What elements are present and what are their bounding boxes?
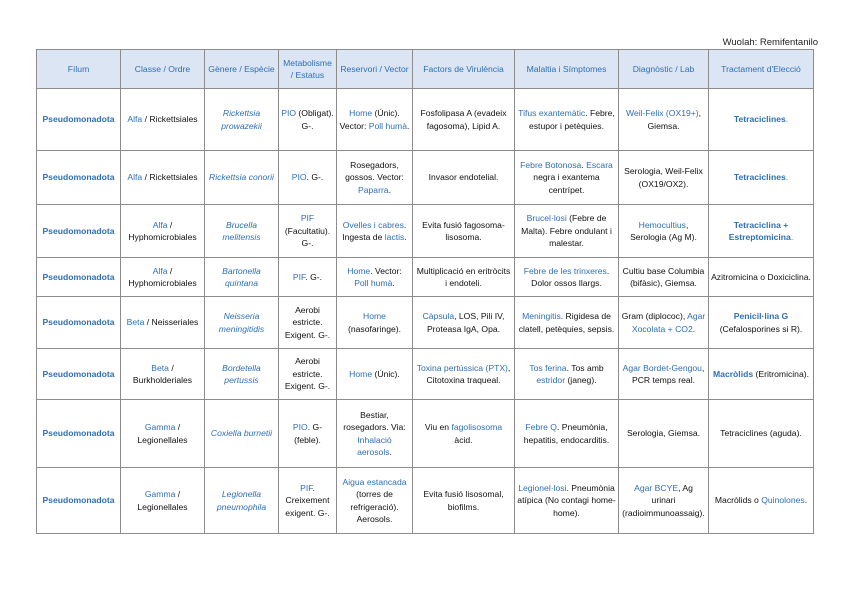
cell-genere: Coxiella burnetii [205,400,279,468]
disease-symptoms: (janeg). [565,375,597,385]
header-reservori: Reservori / Vector [337,50,413,89]
treatment-rest: . [790,232,794,242]
bacteria-table [36,49,814,534]
header-classe: Classe / Ordre [121,50,205,89]
table-row [37,205,814,258]
cell-reservori [337,297,413,349]
cell-filum: Pseudomonadota [37,258,121,297]
diag-key: Weil-Felix (OX19+) [625,108,699,119]
metab-key: PIF [300,482,313,493]
reserv-key: Home [363,311,386,322]
class-name: Gamma [144,422,176,433]
metab-key: PIF [300,213,315,224]
cell-filum: Pseudomonadota [37,468,121,534]
watermark: Wuolah: Remifentanilo [722,37,818,48]
reserv-text: (Únic). Vector: [339,108,400,131]
cell-factors: Multiplicació en eritròcits i endoteli. [413,258,515,297]
diag-text: Gram (diplococ), [621,311,688,322]
cell-classe [121,349,205,400]
cell-reservori [337,205,413,258]
factor-key: fagolisosoma [451,422,503,433]
header-filum: Fílum [37,50,121,89]
reserv-vector: lactis [384,232,405,242]
order-name: / Legionellales [137,422,188,445]
table-row [37,151,814,205]
factor-rest: , Citotoxina traqueal. [426,362,511,385]
cell-metabolisme [279,151,337,205]
cell-classe [121,297,205,349]
table-row [37,400,814,468]
metab-key: PIF [292,271,306,282]
class-name: Alfa [152,219,168,230]
disease-symptoms: . Pneumònia, hepatitis, endocarditis. [523,422,610,445]
treatment-rest: (Cefalosporines si R). [719,323,803,334]
metab-key: PIO [292,422,308,433]
reserv-text: (Únic). [372,368,400,379]
treatment-key: Tetraciclines [733,172,786,183]
cell-tractament: Tetraciclines (aguda). [709,400,814,468]
diag-rest: , Giemsa. [647,108,702,131]
class-name: Alfa [152,265,168,276]
table-row [37,468,814,534]
disease-sep: . Tos amb [566,362,604,373]
factor-key: Toxina pertússica (PTX) [416,362,508,373]
reserv-key: Home [349,108,373,119]
treatment-rest: (Eritromicina). [753,368,809,379]
metab-key: PIO [291,172,307,183]
cell-metabolisme [279,400,337,468]
cell-filum: Pseudomonadota [37,205,121,258]
disease-symptoms: (Febre de Malta). Febre ondulant i malestar. [521,213,612,249]
cell-filum: Pseudomonadota [37,349,121,400]
cell-tractament [709,89,814,151]
factor-key: Càpsula [422,311,455,322]
cell-metabolisme: Aerobi estricte. Exigent. G-. [279,349,337,400]
reserv-key: Aigua estancada [342,476,407,487]
treatment-rest: . [785,114,789,125]
reserv-end: . [404,232,407,242]
order-name: / Neisseriales [144,317,199,328]
metab-rest: . G-. [306,172,324,183]
reserv-text: Rosegadors, gossos. Vector: [345,159,404,183]
cell-malaltia [515,349,619,400]
cell-metabolisme [279,258,337,297]
reserv-vector: Paparra [358,184,389,195]
reserv-key: Ovelles i cabres [342,219,404,230]
disease-key-symptom: Escara [586,159,613,170]
cell-metabolisme [279,205,337,258]
cell-classe [121,258,205,297]
reserv-end: . [388,184,391,195]
diag-rest: , Ag urinari (radioimmunoassaig). [622,482,705,518]
header-malaltia: Malaltia i Símptomes [515,50,619,89]
treatment-text: Macròlids o [714,495,762,506]
cell-metabolisme [279,89,337,151]
header-genere: Gènere / Espècie [205,50,279,89]
reserv-key: Home [347,265,371,276]
cell-tractament [709,468,814,534]
cell-reservori [337,258,413,297]
cell-factors: Fosfolipasa A (evadeix fagosoma), Lipid A. [413,89,515,151]
disease-symptoms: . Dolor ossos llargs. [531,265,610,288]
diag-key: Agar Bordet-Gengou [622,362,702,373]
header-row [37,50,814,89]
disease-name: Legionel·losi [518,482,567,493]
reserv-text: (nasofaringe). [347,323,402,334]
cell-malaltia [515,205,619,258]
reserv-end: . [389,446,392,457]
reserv-text: . Ingesta de [342,219,407,242]
cell-factors [413,297,515,349]
cell-genere: Rickettsia conorii [205,151,279,205]
reserv-vector: Poll humà [368,120,407,131]
factor-rest: , LOS, Pili IV, Proteasa IgA, Opa. [426,311,505,334]
reserv-text: . Vector: [370,265,402,276]
treatment-key: Tetraciclina + Estreptomicina [728,219,791,242]
class-name: Alfa [127,172,143,183]
metab-rest: . Creixement exigent. G-. [285,482,330,518]
cell-malaltia [515,258,619,297]
cell-malaltia [515,400,619,468]
header-factors: Factors de Virulència [413,50,515,89]
reserv-vector: Poll humà [354,278,393,288]
factor-text: Viu en [424,422,452,433]
diag-rest: , PCR temps real. [631,362,705,385]
cell-classe [121,151,205,205]
treatment-rest: . [785,172,789,183]
diag-key: Agar BCYE [634,482,679,493]
disease-symptoms: . Pneumònia atípica (No contagi home-home). [517,482,616,518]
cell-classe [121,468,205,534]
cell-factors: Evita fusió fagosoma-lisosoma. [413,205,515,258]
cell-tractament [709,349,814,400]
cell-filum: Pseudomonadota [37,151,121,205]
header-metabolisme: Metabolisme / Estatus [279,50,337,89]
cell-filum: Pseudomonadota [37,89,121,151]
cell-tractament: Azitromicina o Doxiciclina. [709,258,814,297]
cell-factors: Invasor endotelial. [413,151,515,205]
cell-classe [121,205,205,258]
cell-tractament [709,205,814,258]
order-name: / Burkholderiales [132,362,193,385]
cell-reservori [337,151,413,205]
cell-classe [121,89,205,151]
disease-key-symptom: estridor [536,375,566,385]
cell-factors: Evita fusió lisosomal, biofilms. [413,468,515,534]
cell-genere: Legionella pneumophila [205,468,279,534]
reserv-end: . [392,278,395,288]
cell-genere: Neisseria meningitidis [205,297,279,349]
cell-diagnostic [619,89,709,151]
cell-tractament [709,297,814,349]
cell-genere: Bordetella pertussis [205,349,279,400]
table-row [37,297,814,349]
disease-name: Febre de les trinxeres [523,265,607,276]
cell-diagnostic: Serologia, Giemsa. [619,400,709,468]
disease-name: Febre Botonosa [520,159,582,170]
disease-sep: . [581,159,587,170]
class-name: Beta [126,317,145,328]
cell-genere: Brucella melitensis [205,205,279,258]
cell-factors [413,349,515,400]
order-name: / Legionellales [137,489,188,512]
reserv-text: Bestiar, rosegadors. Via: [343,409,406,433]
cell-malaltia [515,468,619,534]
cell-diagnostic [619,205,709,258]
cell-malaltia [515,151,619,205]
cell-filum: Pseudomonadota [37,400,121,468]
class-name: Alfa [127,114,143,125]
cell-classe [121,400,205,468]
treatment-key: Macròlids [713,368,754,379]
order-name: / Rickettsiales [142,114,198,125]
table-row [37,89,814,151]
metab-key: PIO [281,108,297,119]
cell-genere: Bartonella quintana [205,258,279,297]
disease-name: Meningitis [522,311,561,322]
diag-key: Agar Xocolata + CO2 [631,311,706,334]
metab-rest: . G- (feble). [294,422,323,445]
disease-name: Febre Q [525,422,557,433]
disease-symptoms: . Rigidesa de clatell, petèquies, sepsis. [518,311,615,334]
disease-name: Brucel·losi [526,213,567,224]
class-name: Beta [151,362,169,373]
cell-malaltia [515,297,619,349]
cell-tractament [709,151,814,205]
order-name: / Hyphomicrobiales [128,265,197,288]
cell-diagnostic [619,349,709,400]
diag-rest: , Serologia (Ag M). [630,219,697,242]
header-diagnostic: Diagnòstic / Lab [619,50,709,89]
cell-reservori [337,400,413,468]
cell-filum: Pseudomonadota [37,297,121,349]
cell-diagnostic: Cultiu base Columbia (bifàsic), Giemsa. [619,258,709,297]
factor-end: àcid. [454,434,473,445]
metab-rest: (Facultatiu). G-. [284,225,331,249]
reserv-text: (torres de refrigeració). Aerosols. [350,489,399,524]
cell-diagnostic [619,468,709,534]
cell-metabolisme: Aerobi estricte. Exigent. G-. [279,297,337,349]
reserv-end: . [406,120,410,131]
cell-factors [413,400,515,468]
metab-rest: . G-. [305,271,323,282]
diag-end: . [692,323,696,334]
metab-rest: (Obligat). G-. [296,108,334,131]
disease-symptoms: negra i exantema centrípet. [533,172,600,195]
order-name: / Hyphomicrobiales [128,219,197,242]
cell-reservori [337,89,413,151]
cell-metabolisme [279,468,337,534]
cell-diagnostic: Serologia, Weil-Felix (OX19/OX2). [619,151,709,205]
treatment-key: Tetraciclines [733,114,786,125]
disease-name: Tifus exantemàtic [518,108,586,119]
cell-reservori [337,468,413,534]
cell-diagnostic [619,297,709,349]
reserv-key: Home [349,368,373,379]
treatment-end: . [804,495,808,506]
reserv-vector: Inhalació aerosols [357,434,392,457]
diag-key: Hemocultius [638,219,686,230]
disease-symptoms: . Febre, estupor i petèquies. [528,108,615,131]
cell-genere: Rickettsia prowazekii [205,89,279,151]
cell-reservori [337,349,413,400]
disease-name: Tos ferina [529,362,567,373]
treatment-key: Quinolones [761,495,805,506]
treatment-key: Penicil·lina G [733,311,789,322]
cell-malaltia [515,89,619,151]
header-tractament: Tractament d'Elecció [709,50,814,89]
class-name: Gamma [144,489,176,500]
table-row [37,349,814,400]
table-row [37,258,814,297]
order-name: / Rickettsiales [142,172,198,183]
